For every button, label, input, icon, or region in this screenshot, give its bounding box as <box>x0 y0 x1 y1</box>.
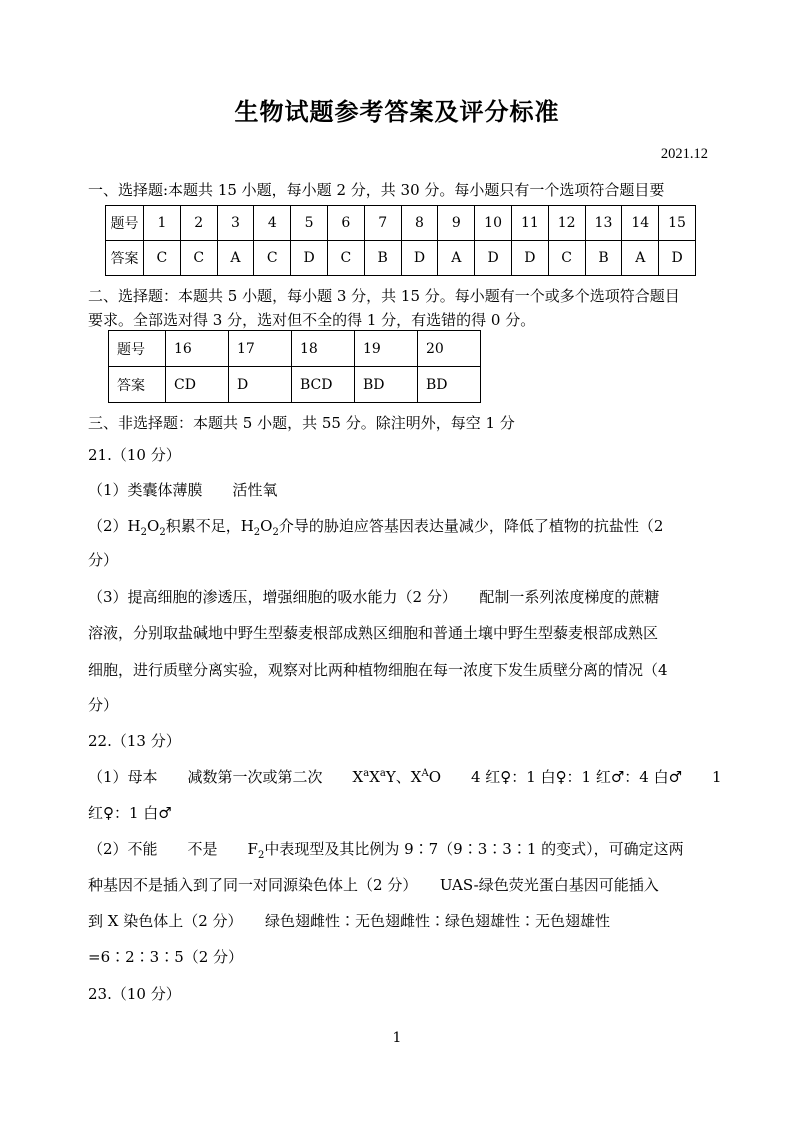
table-row <box>109 331 481 367</box>
answer-cell: A <box>217 241 254 276</box>
answer-cell: C <box>327 241 364 276</box>
q22-line: =6∶2∶3∶5（2 分） <box>88 948 244 966</box>
q21-line: $(2)H_2O_2$积累不足，$H_2O_2$介导的胁迫应答基因表达量减少，降低了植物的抗盐性（2 <box>88 517 664 538</box>
question-number: 19 <box>355 331 418 367</box>
q22-line: 种基因不是插入到了同一对同源染色体上（2 分） UAS-绿色荧光蛋白基因可能插入 <box>88 876 659 894</box>
answer-cell: A <box>438 241 475 276</box>
q22-line: （1）母本 减数第一次或第二次 $X^aX^aY$、$X^AO$ 4 红♀：1 白♀：1 红♂：4 白♂ 1 <box>88 768 722 786</box>
question-number: 3 <box>217 206 254 241</box>
question-number: 14 <box>622 206 659 241</box>
answer-cell: C <box>180 241 217 276</box>
question-number: 11 <box>511 206 548 241</box>
question-number: 9 <box>438 206 475 241</box>
question-number: 4 <box>254 206 291 241</box>
document-date: 2021.12 <box>660 146 708 162</box>
answer-cell: D <box>401 241 438 276</box>
table-row <box>106 206 696 241</box>
q22-line: （2）不能 不是 $F_2$中表现型及其比例为 9∶7（9∶3∶3∶1 的变式），可确定这两 <box>88 840 684 861</box>
answer-cell: D <box>291 241 328 276</box>
page-number: 1 <box>392 1030 402 1046</box>
section2-heading-line1: 二、选择题：本题共 5 小题，每小题 3 分，共 15 分。每小题有一个或多个选项符合题目 <box>88 287 680 305</box>
q21-line: 溶液，分别取盐碱地中野生型藜麦根部成熟区细胞和普通土壤中野生型藜麦根部成熟区 <box>88 624 659 642</box>
answer-cell: C <box>254 241 291 276</box>
section3-heading: 三、非选择题：本题共 5 小题，共 55 分。除注明外，每空 1 分 <box>88 414 515 432</box>
table-row <box>106 241 696 276</box>
q21-line: 分） <box>88 551 119 569</box>
question-number: 6 <box>327 206 364 241</box>
row-header-question: 题号 <box>106 206 144 241</box>
row-header-answer: 答案 <box>106 241 144 276</box>
answer-cell: BCD <box>292 367 355 403</box>
question-number: 15 <box>659 206 696 241</box>
section1-answer-table <box>105 205 696 276</box>
question-number: 5 <box>291 206 328 241</box>
q21-line: （1）类囊体薄膜 活性氧 <box>88 481 278 499</box>
answer-cell: D <box>659 241 696 276</box>
answer-cell: D <box>511 241 548 276</box>
question-number: 2 <box>180 206 217 241</box>
answer-cell: BD <box>418 367 481 403</box>
q22-line: 到 X 染色体上（2 分） 绿色翅雌性∶无色翅雌性∶绿色翅雄性∶无色翅雄性 <box>88 912 611 930</box>
answer-cell: BD <box>355 367 418 403</box>
q21-line: （3）提高细胞的渗透压，增强细胞的吸水能力（2 分） 配制一系列浓度梯度的蔗糖 <box>88 588 660 606</box>
answer-cell: A <box>622 241 659 276</box>
question-number: 17 <box>229 331 292 367</box>
answer-cell: B <box>585 241 622 276</box>
q22-heading: 22.（13 分） <box>88 732 181 750</box>
answer-cell: CD <box>166 367 229 403</box>
question-number: 7 <box>364 206 401 241</box>
row-header-answer: 答案 <box>109 367 166 403</box>
answer-cell: B <box>364 241 401 276</box>
question-number: 8 <box>401 206 438 241</box>
q21-heading: 21.（10 分） <box>88 446 181 464</box>
question-number: 13 <box>585 206 622 241</box>
question-number: 16 <box>166 331 229 367</box>
answer-cell: D <box>229 367 292 403</box>
question-number: 10 <box>475 206 512 241</box>
question-number: 1 <box>144 206 181 241</box>
question-number: 12 <box>548 206 585 241</box>
section2-answer-table <box>108 330 481 403</box>
question-number: 18 <box>292 331 355 367</box>
section2-heading-line2: 要求。全部选对得 3 分，选对但不全的得 1 分，有选错的得 0 分。 <box>88 311 536 329</box>
answer-cell: C <box>144 241 181 276</box>
q21-line: 分） <box>88 696 119 714</box>
section1-heading: 一、选择题:本题共 15 小题，每小题 2 分，共 30 分。每小题只有一个选项符合题目要 <box>88 181 665 199</box>
question-number: 20 <box>418 331 481 367</box>
table-row <box>109 367 481 403</box>
row-header-question: 题号 <box>109 331 166 367</box>
page-title: 生物试题参考答案及评分标准 <box>234 97 560 126</box>
answer-cell: C <box>548 241 585 276</box>
q21-line: 细胞，进行质壁分离实验，观察对比两种植物细胞在每一浓度下发生质壁分离的情况（4 <box>88 661 668 679</box>
answer-cell: D <box>475 241 512 276</box>
q23-heading: 23.（10 分） <box>88 985 181 1003</box>
q22-line: 红♀：1 白♂ <box>88 804 172 822</box>
